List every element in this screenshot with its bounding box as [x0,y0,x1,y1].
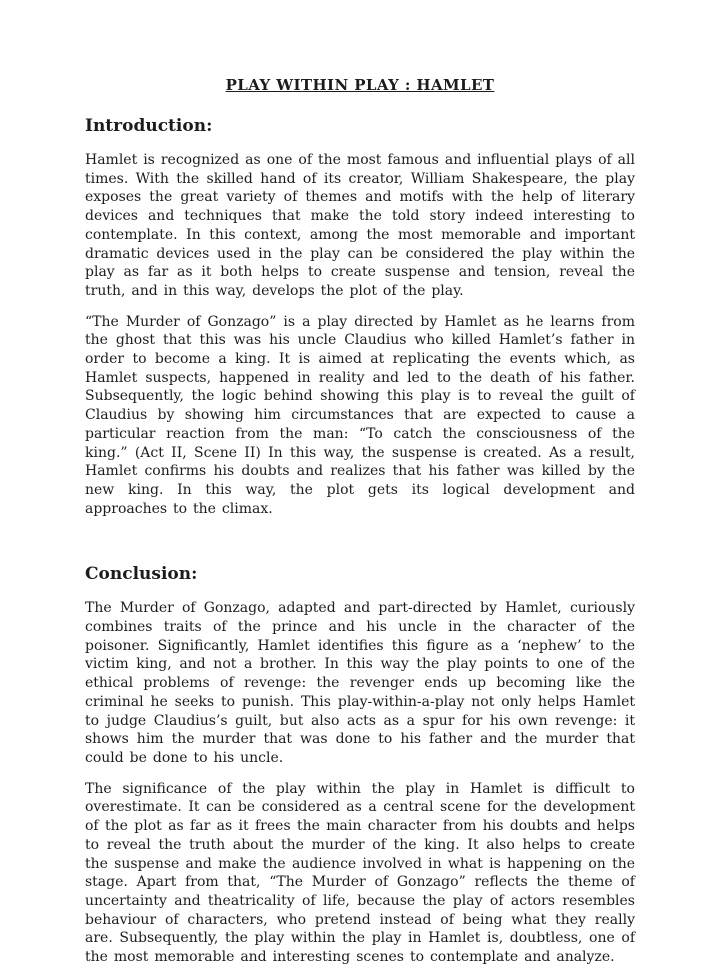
introduction-paragraph-2: “The Murder of Gonzago” is a play directed by Hamlet as he learns from the ghost that this was his uncle Claudius who killed Hamlet’s father in order to become a king. It is aimed at replicating the events which, as Hamlet suspects, happened in reality and led to the death of his father. Subsequently, the logic behind showing this play is to reveal the guilt of Claudius by showing him circumstances that are expected to cause a particular reaction from the man: “To catch the consciousness of the king.” (Act II, Scene II) In this way, the suspense is created. As a result, Hamlet confirms his doubts and realizes that his father was killed by the new king. In this way, the plot gets its logical development and approaches to the climax. [85,313,635,517]
conclusion-paragraph-2: The significance of the play within the play in Hamlet is difficult to overestimate. It can be considered as a central scene for the development of the plot as far as it frees the main character from his doubts and helps to reveal the truth about the murder of the king. It also helps to create the suspense and make the audience involved in what is happening on the stage. Apart from that, “The Murder of Gonzago” reflects the theme of uncertainty and theatricality of life, because the play of actors resembles behaviour of characters, who pretend instead of being what they really are. Subsequently, the play within the play in Hamlet is, doubtless, one of the most memorable and interesting scenes to contemplate and analyze. [85,780,635,966]
conclusion-heading: Conclusion: [85,564,198,585]
section-conclusion [85,564,635,966]
conclusion-paragraph-1: The Murder of Gonzago, adapted and part-directed by Hamlet, curiously combines traits of the prince and his uncle in the character of the poisoner. Significantly, Hamlet identifies this figure as a ‘nephew’ to the victim king, and not a brother. In this way the play points to one of the ethical problems of revenge: the revenger ends up becoming like the criminal he seeks to punish. This play-within-a-play not only helps Hamlet to judge Claudius’s guilt, but also acts as a spur for his own revenge: it shows him the murder that was done to his father and the murder that could be done to his uncle. [85,600,635,766]
introduction-heading: Introduction: [85,116,213,136]
section-introduction [85,116,635,518]
document-title: PLAY WITHIN PLAY : HAMLET [225,76,495,94]
introduction-paragraph-1: Hamlet is recognized as one of the most famous and influential plays of all times. With the skilled hand of its creator, William Shakespeare, the play exposes the great variety of themes and motifs with the help of literary devices and techniques that make the told story indeed interesting to contemplate. In this context, among the most memorable and important dramatic devices used in the play can be considered the play within the play as far as it both helps to create suspense and tension, reveal the truth, and in this way, develops the plot of the play. [85,152,635,299]
